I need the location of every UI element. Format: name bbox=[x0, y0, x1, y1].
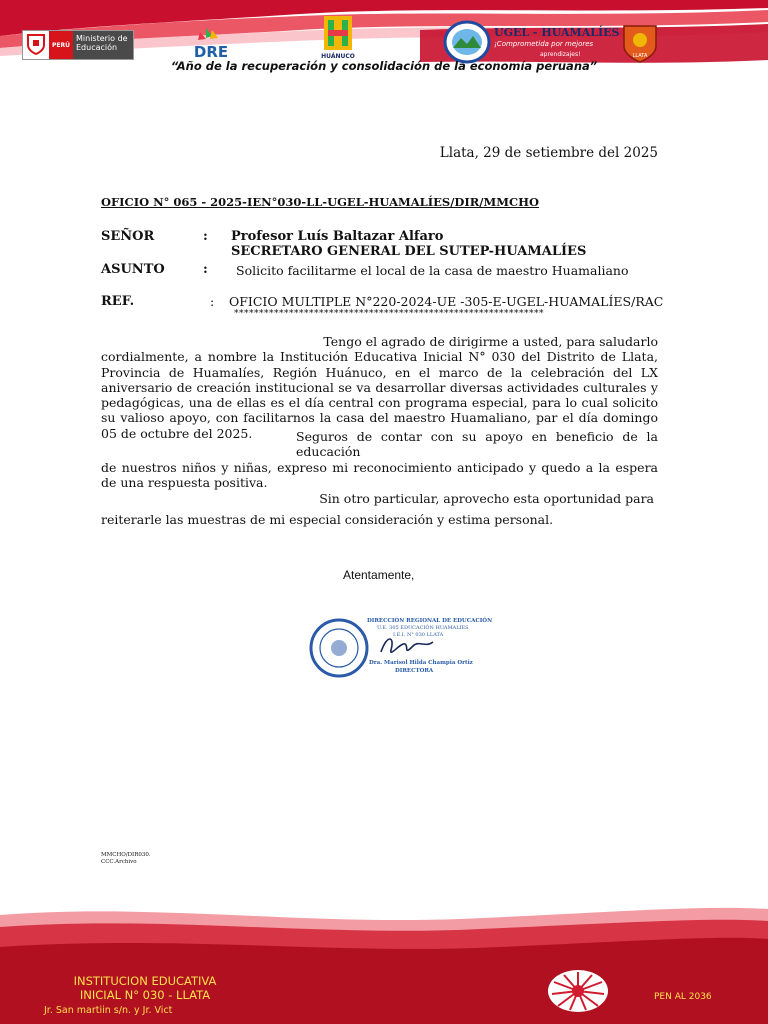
asunto-label: ASUNTO bbox=[101, 262, 165, 277]
ugel-title: UGEL - HUAMALÍES bbox=[494, 26, 620, 39]
oficio-number: OFICIO N° 065 - 2025-IEN°030-LL-UGEL-HUAMALÍES/DIR/MMCHO bbox=[101, 195, 540, 209]
llata-shield-icon bbox=[622, 22, 658, 64]
ugel-seal-icon bbox=[443, 20, 491, 64]
dre-label: DRE bbox=[193, 43, 229, 61]
signer-name: Dra. Marisol Hilda Champia Ortiz bbox=[369, 660, 473, 666]
letter-date: Llata, 29 de setiembre del 2025 bbox=[439, 145, 658, 161]
signature-stamp bbox=[305, 612, 493, 678]
paragraph-1-first-line: Tengo el agrado de dirigirme a usted, para saludarlo bbox=[323, 334, 658, 349]
peru-ministry-logo bbox=[22, 30, 134, 60]
footer-institution-line-1: INSTITUCION EDUCATIVA bbox=[73, 974, 217, 988]
peru-label: PERÚ bbox=[49, 31, 73, 59]
llata-label: LLATA bbox=[632, 53, 648, 59]
paragraph-2-body: de nuestros niños y niñas, expreso mi reconocimiento anticipado y quedo a la espera de una respuesta positiva. bbox=[101, 459, 658, 490]
separator-stars: ************************************************************** bbox=[234, 309, 544, 319]
senor-title: SECRETARO GENERAL DEL SUTEP-HUAMALÍES bbox=[231, 244, 587, 259]
paragraph-2-first-line: Seguros de contar con su apoyo en beneficio de la educación bbox=[296, 429, 658, 460]
peru-shield-icon bbox=[23, 31, 49, 57]
senor-name: Profesor Luís Baltazar Alfaro bbox=[231, 229, 444, 244]
stamp-line-2: U.E. 305 EDUCACIÓN HUAMALÍES bbox=[377, 625, 469, 631]
footer-address: Jr. San martiin s/n. y Jr. Vict bbox=[44, 1005, 173, 1016]
reference-initials bbox=[101, 852, 151, 866]
paragraph-1 bbox=[101, 334, 658, 441]
huanuco-logo bbox=[322, 14, 354, 60]
stamp-line-1: DIRECCIÓN REGIONAL DE EDUCACIÓN bbox=[367, 618, 493, 624]
stamp-line-3: I.E.I. N° 030 LLATA bbox=[393, 632, 444, 638]
reference-initials-2: CCC.Archivo bbox=[101, 859, 137, 865]
ugel-tagline: ¡Comprometida por mejores bbox=[494, 40, 594, 48]
paragraph-2 bbox=[101, 429, 658, 490]
footer-institution bbox=[40, 974, 250, 1002]
paragraph-3-body: reiterarle las muestras de mi especial consideración y estima personal. bbox=[101, 512, 554, 527]
paragraph-1-body: cordialmente, a nombre la Institución Educativa Inicial N° 030 del Distrito de Llata, Provincia de Huamalíes, Región Huánuco, en el marco de la celebración del LX aniversario de creación institucional se va desarrollar diversas actividades culturales y pedagógicas, una de ellas es el día central con programa especial, para lo cual solicito su valioso apoyo, con facilitarnos la casa del maestro Huamaliano, par el día domingo 05 de octubre del 2025. bbox=[101, 349, 658, 441]
footer-pen-2036: PEN AL 2036 bbox=[654, 992, 712, 1002]
paragraph-3-first-line: Sin otro particular, aprovecho esta oportunidad para bbox=[319, 491, 654, 506]
senor-label: SEÑOR bbox=[101, 229, 155, 244]
signer-role: DIRECTORA bbox=[395, 668, 434, 674]
sun-emblem-icon bbox=[546, 968, 610, 1014]
asunto-value: Solicito facilitarme el local de la casa de maestro Huamaliano bbox=[236, 263, 629, 278]
asunto-colon: : bbox=[203, 262, 208, 277]
ref-value: OFICIO MULTIPLE N°220-2024-UE -305-E-UGEL-HUAMALÍES/RAC bbox=[229, 294, 664, 309]
ref-label: REF. bbox=[101, 294, 135, 309]
senor-colon: : bbox=[203, 229, 208, 244]
year-motto: “Año de la recuperación y consolidación de la economía peruana” bbox=[170, 59, 598, 73]
huanuco-label: HUÁNUCO bbox=[321, 53, 355, 60]
reference-initials-1: MMCHO/DIR030. bbox=[101, 852, 151, 858]
closing-salutation: Atentamente, bbox=[343, 568, 415, 582]
ref-colon: : bbox=[210, 294, 215, 309]
dre-logo bbox=[188, 26, 234, 60]
ugel-tagline-2: aprendizajes! bbox=[540, 51, 581, 58]
footer-institution-line-2: INICIAL N° 030 - LLATA bbox=[79, 988, 211, 1002]
ministry-label: Ministerio de Educación bbox=[73, 31, 133, 59]
